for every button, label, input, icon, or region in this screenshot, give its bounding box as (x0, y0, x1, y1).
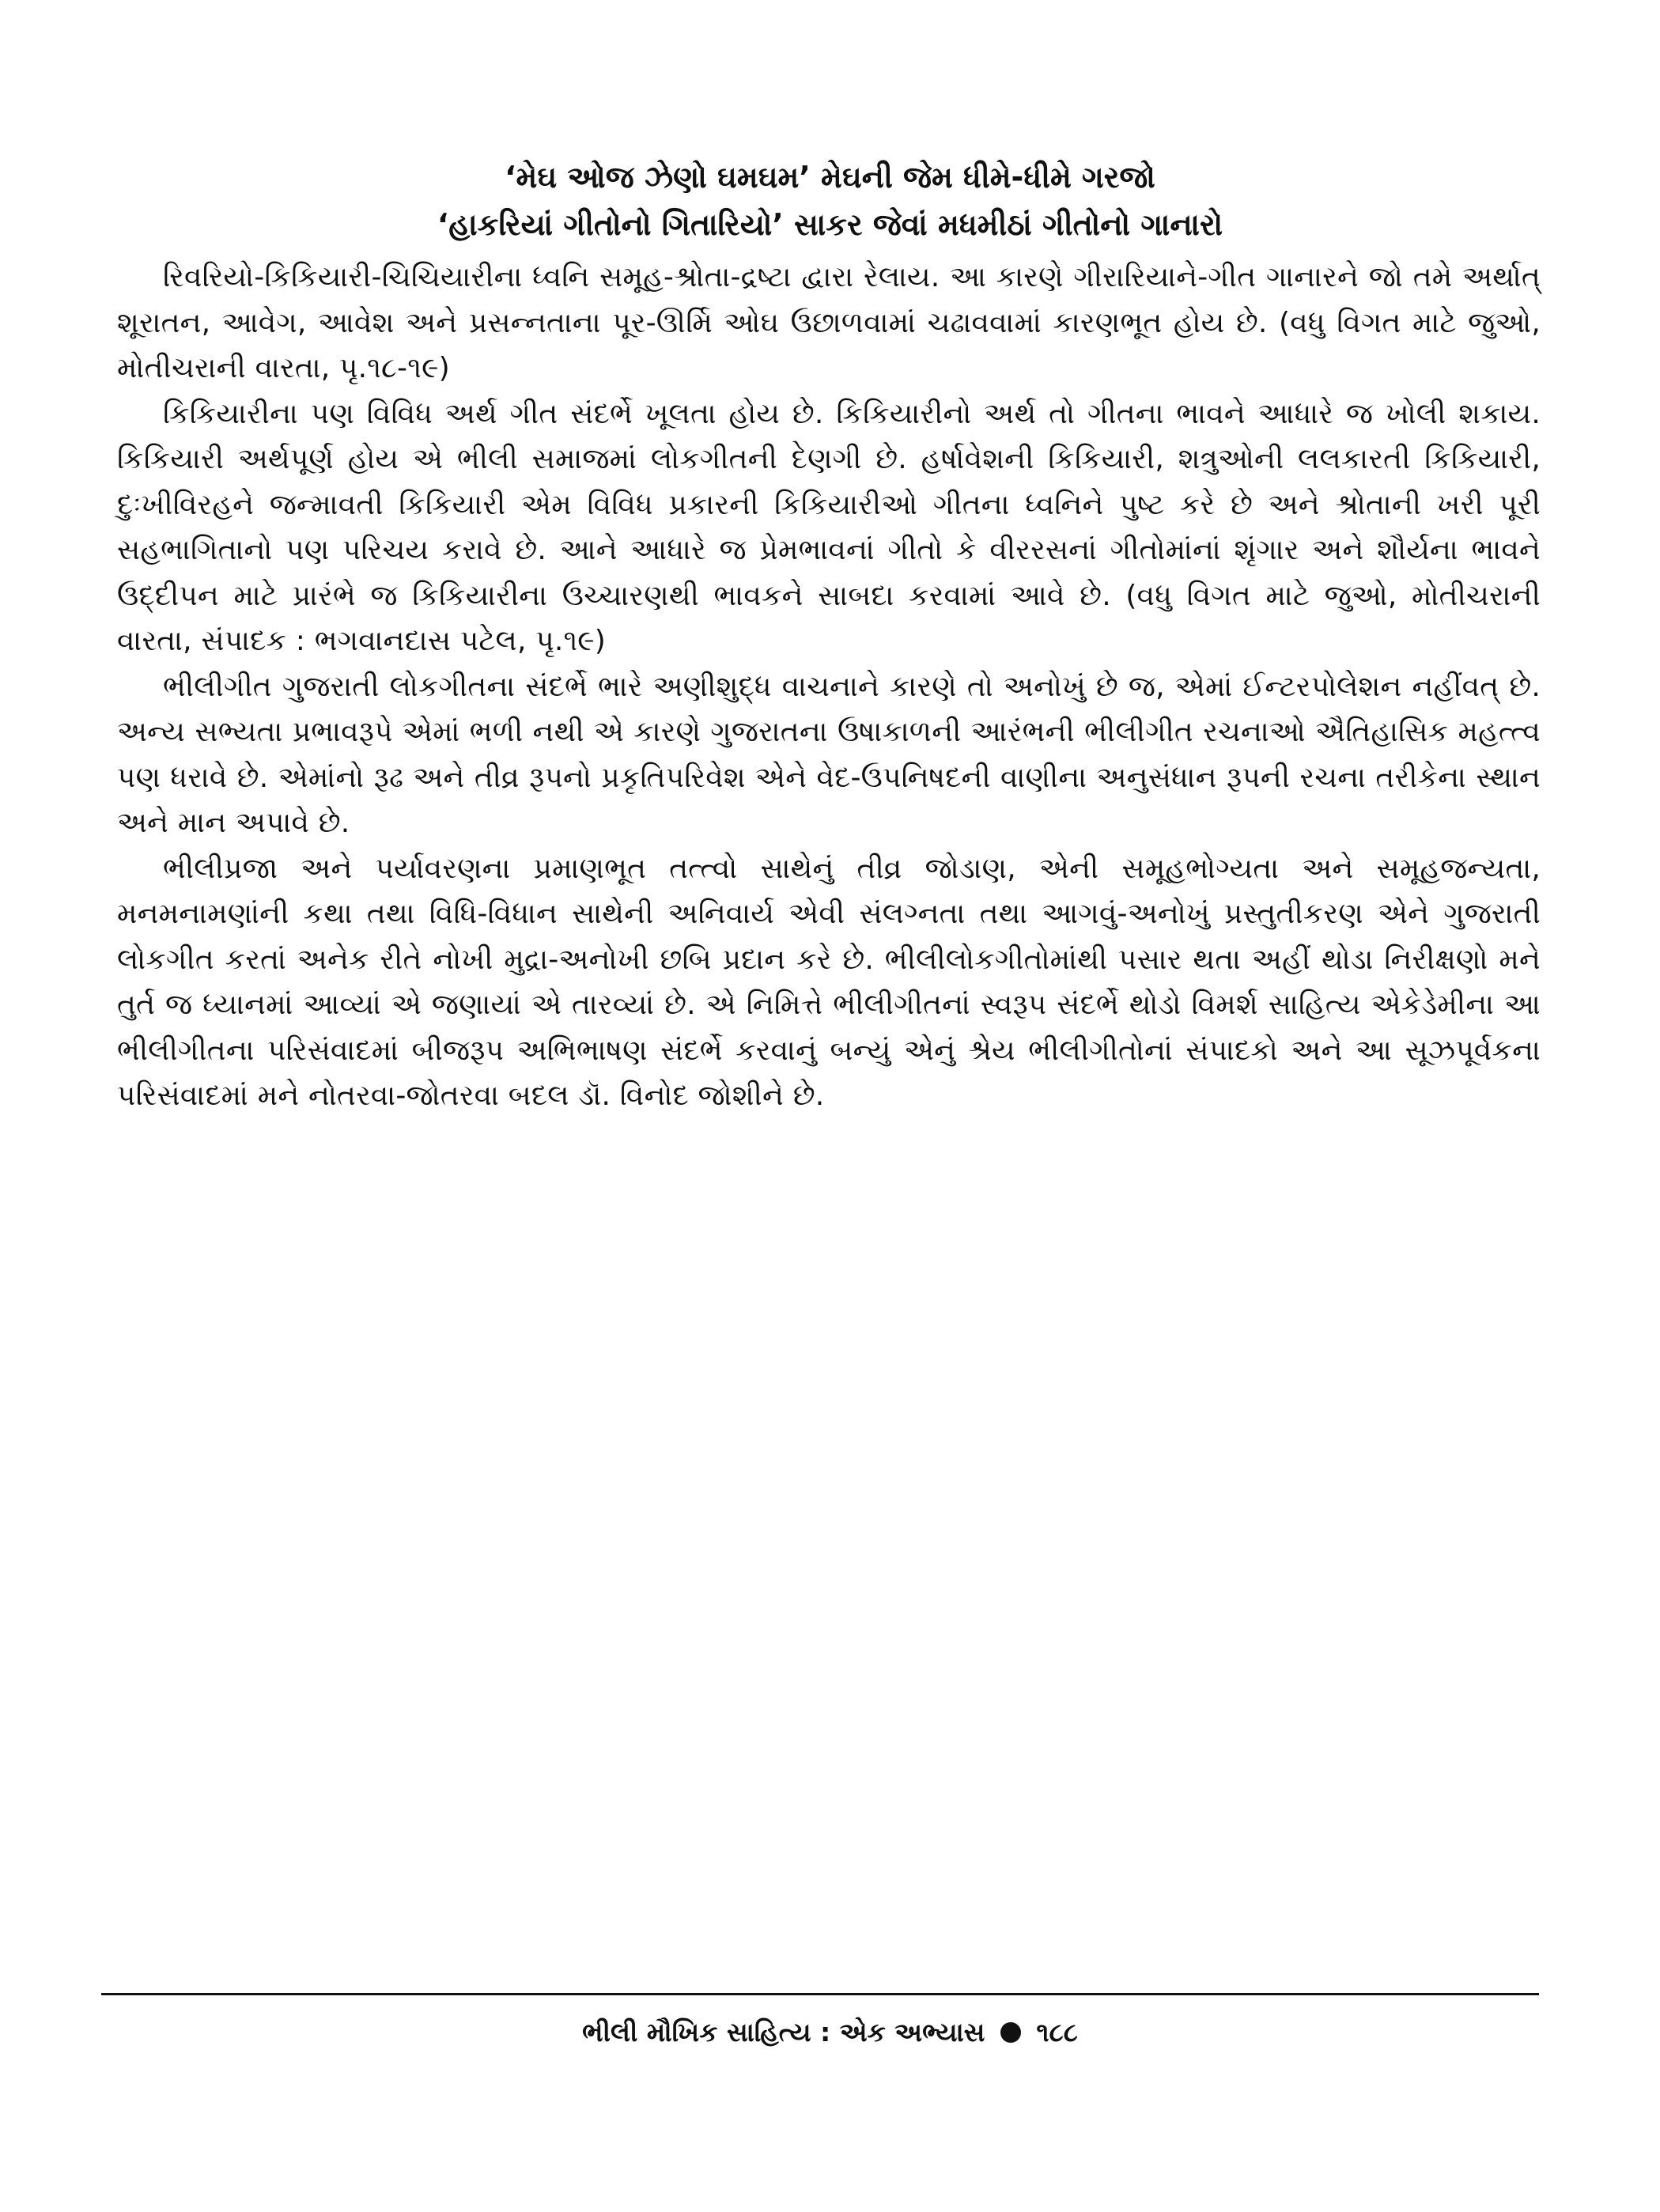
paragraph-4: ભીલીપ્રજા અને પર્યાવરણના પ્રમાણભૂત તત્ત્વો સાથેનું તીવ્ર જોડાણ, એની સમૂહભોગ્યતા અને સમૂહજન્યતા, મનમનામણાંની કથા તથા વિધિ-વિધાન સાથેની અનિવાર્ય એવી સંલગ્નતા તથા આગવું-અનોખું પ્રસ્તુતીકરણ એને ગુજરાતી લોકગીત કરતાં અનેક રીતે નોખી મુદ્રા-અનોખી છબિ પ્રદાન કરે છે. ભીલીલોકગીતોમાંથી પસાર થતા અહીં થોડા નિરીક્ષણો મને તુર્ત જ ધ્યાનમાં આવ્યાં એ જણાયાં એ તારવ્યાં છે. એ નિમિત્તે ભીલીગીતનાં સ્વરૂપ સંદર્ભે થોડો વિમર્શ સાહિત્ય એકેડેમીના આ ભીલીગીતના પરિસંવાદમાં બીજરૂપ અભિભાષણ સંદર્ભે કરવાનું બન્યું એનું શ્રેય ભીલીગીતોનાં સંપાદકો અને આ સૂઝપૂર્વકના પરિસંવાદમાં મને નોતરવા-જોતરવા બદલ ડૉ. વિનોદ જોશીને છે. (117, 852, 1541, 1112)
paragraph-2: કિકિયારીના પણ વિવિધ અર્થ ગીત સંદર્ભે ખૂલતા હોય છે. કિકિયારીનો અર્થ તો ગીતના ભાવને આધારે જ ખોલી શકાય. કિકિયારી અર્થપૂર્ણ હોય એ ભીલી સમાજમાં લોકગીતની દેણગી છે. હર્ષાવેશની કિકિયારી, શત્રુઓની લલકારતી કિકિયારી, દુઃખીવિરહને જન્માવતી કિકિયારી એમ વિવિધ પ્રકારની કિકિયારીઓ ગીતના ધ્વનિને પુષ્ટ કરે છે અને શ્રોતાની ખરી પૂરી સહભાગિતાનો પણ પરિચય કરાવે છે. આને આધારે જ પ્રેમભાવનાં ગીતો કે વીરરસનાં ગીતોમાંનાં શૃંગાર અને શૌર્યના ભાવને ઉદ્દીપન માટે પ્રારંભે જ કિકિયારીના ઉચ્ચારણથી ભાવકને સાબદા કરવામાં આવે છે. (વધુ વિગત માટે જુઓ, મોતીચરાની વારતા, સંપાદક : ભગવાનદાસ પટેલ, પૃ.૧૯) (117, 397, 1541, 657)
body-text (117, 255, 1541, 1119)
bullet-icon (1000, 2022, 1021, 2043)
paragraph-1: રિવરિયો-કિકિયારી-ચિચિયારીના ધ્વનિ સમૂહ-શ્રોતા-દ્રષ્ટા દ્વારા રેલાય. આ કારણે ગીરારિયાને-ગીત ગાનારને જો તમે અર્થાત્ શૂરાતન, આવેગ, આવેશ અને પ્રસન્નતાના પૂર-ઊર્મિ ઓઘ ઉછાળવામાં ચઢાવવામાં કારણભૂત હોય છે. (વધુ વિગત માટે જુઓ, મોતીચરાની વારતા, પૃ.૧૮-૧૯) (117, 261, 1541, 384)
verse-line-1: ‘મેઘ ઓજ ઝેણો ઘમઘમ’ મેઘની જેમ ધીમે-ધીમે ગરજો (505, 160, 1155, 195)
paragraph-3: ભીલીગીત ગુજરાતી લોકગીતના સંદર્ભે ભારે અણીશુદ્ધ વાચનાને કારણે તો અનોખું છે જ, એમાં ઈન્ટરપોલેશન નહીંવત્ છે. અન્ય સભ્યતા પ્રભાવરૂપે એમાં ભળી નથી એ કારણે ગુજરાતના ઉષાકાળની આરંભની ભીલીગીત રચનાઓ ઐતિહાસિક મહત્ત્વ પણ ધરાવે છે. એમાંનો રૂઢ અને તીવ્ર રૂપનો પ્રકૃતિપરિવેશ એને વેદ-ઉપનિષદની વાણીના અનુસંધાન રૂપની રચના તરીકેના સ્થાન અને માન અપાવે છે. (117, 670, 1541, 839)
page-number: ૧૮૮ (1036, 2017, 1078, 2048)
footer-rule (101, 1993, 1539, 1995)
page-footer (0, 2013, 1660, 2052)
verse-line-2: ‘હાકરિયાં ગીતોનો ગિતારિયો’ સાકર જેવાં મધમીઠાં ગીતોનો ગાનારો (437, 207, 1223, 242)
footer-book-title: ભીલી મૌખિક સાહિત્ય : એક અભ્યાસ (582, 2017, 985, 2048)
